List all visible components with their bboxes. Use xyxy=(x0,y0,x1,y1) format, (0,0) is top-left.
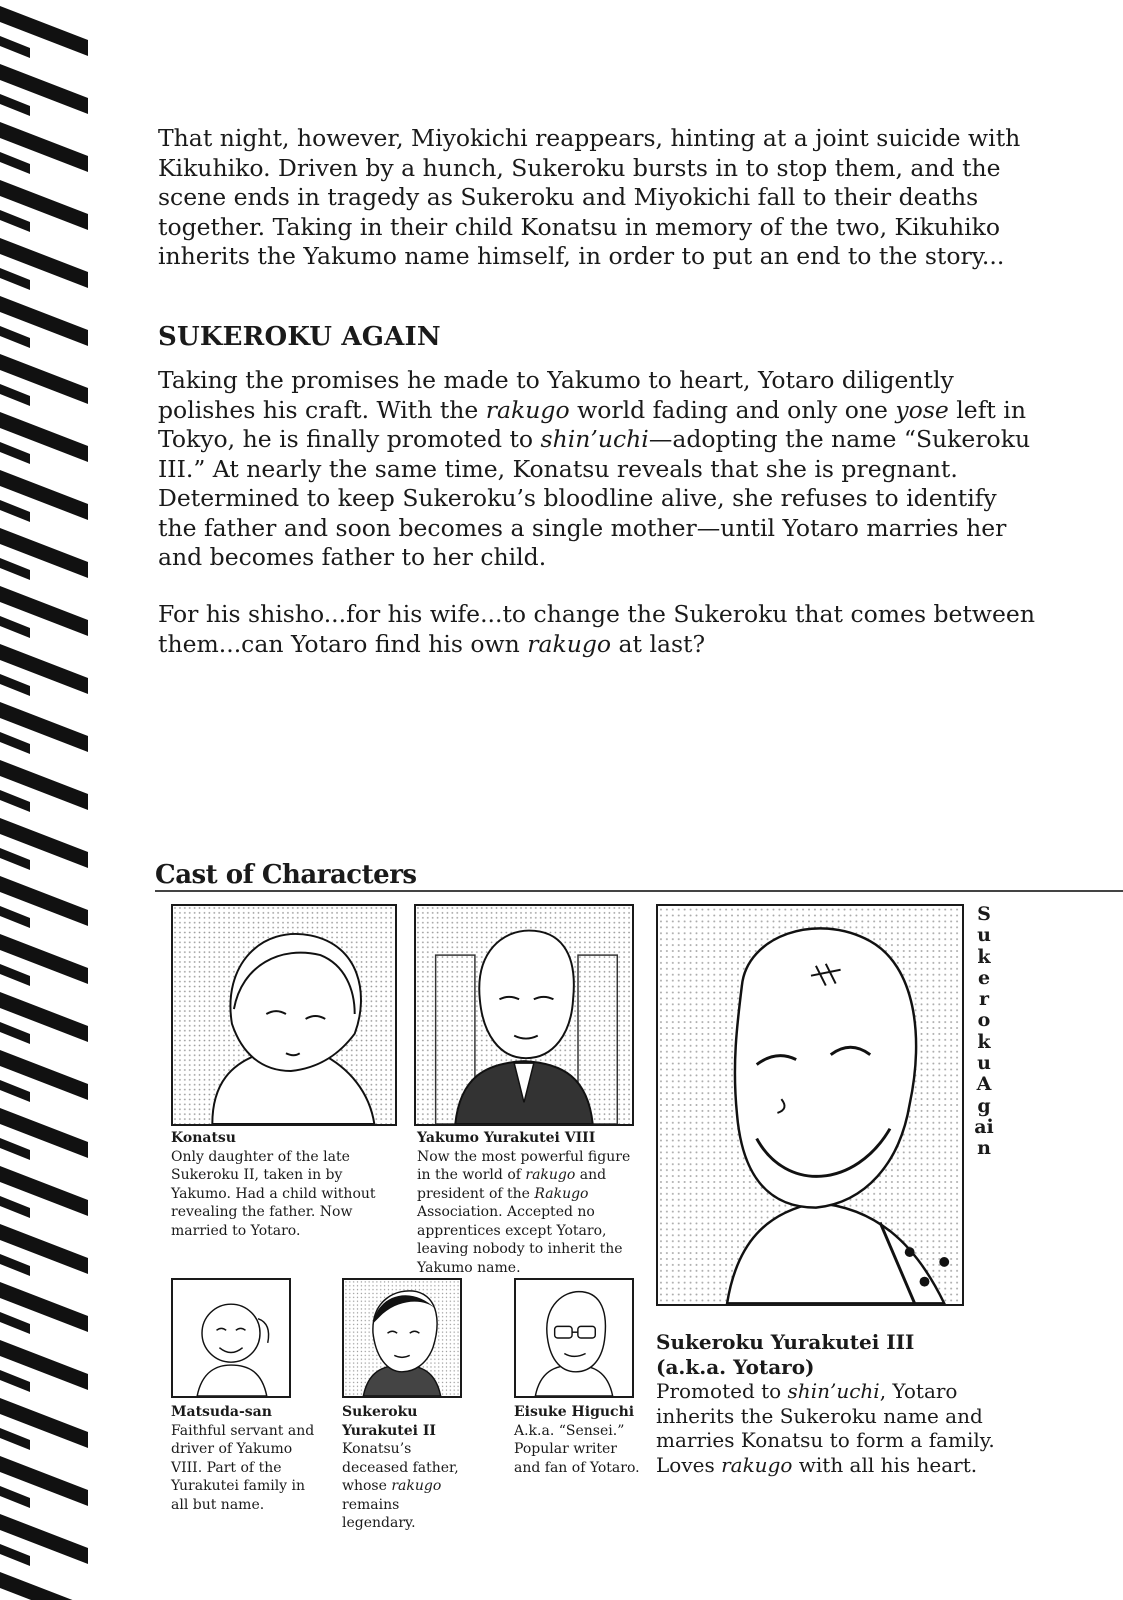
matsuda-name: Matsuda-san xyxy=(171,1404,272,1420)
sukeroku-iii-portrait xyxy=(656,904,964,1306)
sukeroku-iii-caption xyxy=(656,1330,996,1477)
sukeroku-ii-portrait xyxy=(342,1278,462,1398)
sukeroku-ii-caption xyxy=(342,1403,472,1533)
cast-divider xyxy=(155,890,1123,892)
sukeroku-iii-name: Sukeroku Yurakutei III xyxy=(656,1330,915,1354)
konatsu-caption xyxy=(171,1129,401,1240)
yakumo-name: Yakumo Yurakutei VIII xyxy=(417,1130,596,1146)
sukeroku-iii-alias: (a.k.a. Yotaro) xyxy=(656,1354,815,1379)
series-title-vertical: Sukeroku Again xyxy=(974,903,994,1160)
higuchi-portrait xyxy=(514,1278,634,1398)
higuchi-description: A.k.a. “Sensei.” Popular writer and fan of Yotaro. xyxy=(514,1422,640,1476)
sukeroku-iii-description: Promoted to shin’uchi, Yotaro inherits the Sukeroku name and marries Konatsu to form a family. Loves rakugo with all his heart. xyxy=(656,1379,995,1477)
yakumo-portrait xyxy=(414,904,634,1126)
yakumo-caption xyxy=(417,1129,641,1277)
decorative-border-strip xyxy=(0,0,92,1600)
higuchi-name: Eisuke Higuchi xyxy=(514,1404,635,1420)
konatsu-name: Konatsu xyxy=(171,1130,236,1146)
matsuda-description: Faithful servant and driver of Yakumo VIII. Part of the Yurakutei family in all but name. xyxy=(171,1422,315,1513)
matsuda-portrait xyxy=(171,1278,291,1398)
higuchi-caption xyxy=(514,1403,644,1477)
story-paragraph-2: For his shisho...for his wife...to change the Sukeroku that comes between them...can Yotaro find his own rakugo at last? xyxy=(158,600,1035,658)
intro-paragraph: That night, however, Miyokichi reappears, hinting at a joint suicide with Kikuhiko. Driven by a hunch, Sukeroku bursts in to stop them, and the scene ends in tragedy as Sukeroku and Miyokichi fall to their deaths together. Taking in their child Konatsu in memory of the two, Kikuhiko inherits the Yakumo name himself, in order to put an end to the story... xyxy=(158,124,1021,270)
section-heading: SUKEROKU AGAIN xyxy=(158,322,441,352)
matsuda-caption xyxy=(171,1403,321,1514)
sukeroku-ii-description: Konatsu’s deceased father, whose rakugo remains legendary. xyxy=(342,1441,459,1531)
konatsu-portrait xyxy=(171,904,397,1126)
cast-title: Cast of Characters xyxy=(155,860,417,890)
yakumo-description: Now the most powerful figure in the world of rakugo and president of the Rakugo Association. Accepted no apprentices except Yotaro, leaving nobody to inherit the Yakumo name. xyxy=(417,1148,631,1276)
story-paragraph-1: Taking the promises he made to Yakumo to heart, Yotaro diligently polishes his craft. With the rakugo world fading and only one yose left in Tokyo, he is finally promoted to shin’uchi—adopting the name “Sukeroku III.” At nearly the same time, Konatsu reveals that she is pregnant. Determined to keep Sukeroku’s bloodline alive, she refuses to identify the father and soon becomes a single mother—until Yotaro marries her and becomes father to her child. xyxy=(158,366,1031,571)
konatsu-description: Only daughter of the late Sukeroku II, taken in by Yakumo. Had a child without revealing the father. Now married to Yotaro. xyxy=(171,1148,376,1239)
sukeroku-ii-name: Sukeroku Yurakutei II xyxy=(342,1404,436,1439)
